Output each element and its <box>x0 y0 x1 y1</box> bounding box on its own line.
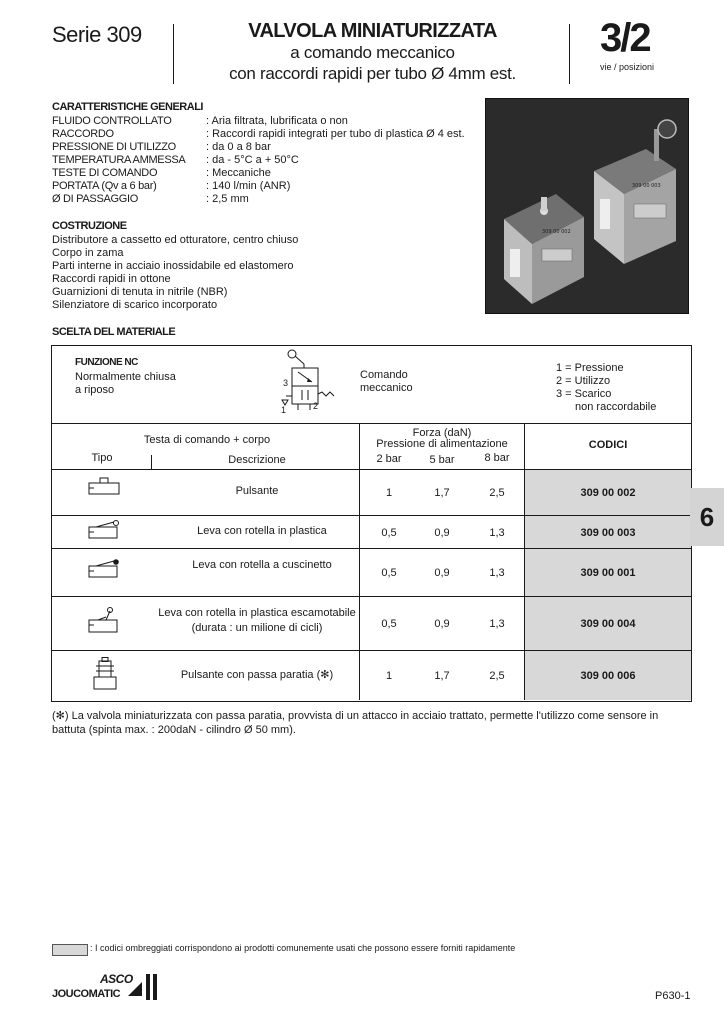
roller-lever-icon <box>88 520 122 545</box>
product-code: 309 00 004 <box>580 618 636 630</box>
header-tipo: Tipo <box>91 452 113 464</box>
title-main: VALVOLA MINIATURIZZATA <box>248 20 497 42</box>
header-8bar: 8 bar <box>484 452 510 464</box>
selection-heading: SCELTA DEL MATERIALE <box>52 326 176 338</box>
force-5bar: 0,9 <box>434 567 450 579</box>
header-divider-right <box>569 24 570 84</box>
construction-line: Distributore a cassetto ed otturatore, centro chiuso <box>52 234 299 246</box>
brand-asco: ASCO <box>100 972 133 986</box>
force-5bar: 0,9 <box>434 618 450 630</box>
force-8bar: 1,3 <box>489 527 505 539</box>
header-codes: CODICI <box>588 439 628 451</box>
function-desc: a riposo <box>75 384 115 396</box>
footnote-line: (✻) La valvola miniaturizzata con passa paratia, provvista di un attacco in acciaio trattato, permette l'utilizzo come sensore in <box>52 710 659 722</box>
command-label: Comando <box>360 369 408 381</box>
construction-line: Corpo in zama <box>52 247 124 259</box>
port-2-label: 2 <box>313 401 319 411</box>
force-5bar: 1,7 <box>434 670 450 682</box>
header-2bar: 2 bar <box>376 453 402 465</box>
page-number: P630-1 <box>655 990 691 1002</box>
ways-label: vie / posizioni <box>600 62 655 72</box>
spec-row: TESTE DI COMANDO : Meccaniche <box>52 167 271 179</box>
row-description: Leva con rotella in plastica escamotabile <box>158 607 356 619</box>
col-divider <box>359 423 360 700</box>
construction-line: Parti interne in acciaio inossidabile ed elastomero <box>52 260 294 272</box>
bearing-roller-lever-icon <box>88 559 122 584</box>
function-desc: Normalmente chiusa <box>75 371 176 383</box>
table-divider <box>52 423 691 424</box>
chapter-tab: 6 <box>690 488 724 546</box>
general-heading: CARATTERISTICHE GENERALI <box>52 101 203 113</box>
col-tick <box>151 455 152 469</box>
header-pressure: Pressione di alimentazione <box>376 438 508 450</box>
product-code: 309 00 006 <box>580 670 636 682</box>
one-way-roller-lever-icon <box>88 606 122 639</box>
force-8bar: 1,3 <box>489 618 505 630</box>
force-8bar: 2,5 <box>489 670 505 682</box>
row-description: Pulsante con passa paratia (✻) <box>180 669 334 681</box>
brand-logo-icon <box>126 972 158 1007</box>
spec-row: PRESSIONE DI UTILIZZO : da 0 a 8 bar <box>52 141 271 153</box>
force-2bar: 1 <box>385 670 393 682</box>
function-title: FUNZIONE NC <box>75 357 138 368</box>
force-2bar: 0,5 <box>381 567 397 579</box>
spec-row: TEMPERATURA AMMESSA : da - 5°C a + 50°C <box>52 154 299 166</box>
svg-text:309 00 003: 309 00 003 <box>632 183 661 189</box>
port-legend: non raccordabile <box>575 401 657 413</box>
series-label: Serie 309 <box>52 22 142 47</box>
construction-heading: COSTRUZIONE <box>52 220 127 232</box>
port-3-label: 3 <box>283 378 289 388</box>
shade-legend-text: : I codici ombreggiati corrispondono ai prodotti comunemente usati che possono essere forniti rapidamente <box>90 943 516 953</box>
force-2bar: 0,5 <box>381 527 397 539</box>
force-8bar: 1,3 <box>489 567 505 579</box>
force-8bar: 2,5 <box>489 487 505 499</box>
force-5bar: 0,9 <box>434 527 450 539</box>
header-5bar: 5 bar <box>429 454 455 466</box>
spec-row: FLUIDO CONTROLLATO : Aria filtrata, lubrificata o non <box>52 115 348 127</box>
port-legend: 3 = Scarico <box>556 388 612 400</box>
spec-row: PORTATA (Qv a 6 bar) : 140 l/min (ANR) <box>52 180 291 192</box>
row-description: Leva con rotella in plastica <box>197 525 327 537</box>
product-code: 309 00 001 <box>580 567 636 579</box>
footnote-line: battuta (spinta max. : 200daN - cilindro Ø 50 mm). <box>52 724 296 736</box>
spec-row: Ø DI PASSAGGIO : 2,5 mm <box>52 193 249 205</box>
force-5bar: 1,7 <box>434 487 450 499</box>
title-sub1: a comando meccanico <box>290 43 455 62</box>
brand-joucomatic: JOUCOMATIC <box>52 988 121 1000</box>
footnote <box>52 709 692 737</box>
product-code: 309 00 002 <box>580 487 636 499</box>
port-legend: 1 = Pressione <box>556 362 624 374</box>
title-sub2: con raccordi rapidi per tubo Ø 4mm est. <box>229 64 516 83</box>
port-legend: 2 = Utilizzo <box>556 375 611 387</box>
svg-text:309 00 002: 309 00 002 <box>542 229 571 235</box>
row-description: Leva con rotella a cuscinetto <box>192 559 332 571</box>
product-photo <box>485 98 689 314</box>
row-description: Pulsante <box>235 485 279 497</box>
panel-push-button-icon <box>92 657 118 696</box>
construction-line: Guarnizioni di tenuta in nitrile (NBR) <box>52 286 228 298</box>
port-1-label: 1 <box>281 405 287 415</box>
header-divider-left <box>173 24 174 84</box>
header-description: Descrizione <box>228 454 286 466</box>
construction-line: Raccordi rapidi in ottone <box>52 273 171 285</box>
construction-line: Silenziatore di scarico incorporato <box>52 299 218 311</box>
ways-badge: 3/2 <box>600 16 650 60</box>
force-2bar: 1 <box>385 487 393 499</box>
spec-row: RACCORDO : Raccordi rapidi integrati per tubo di plastica Ø 4 est. <box>52 128 465 140</box>
product-code: 309 00 003 <box>580 527 636 539</box>
push-button-icon <box>88 477 120 500</box>
header-command-body: Testa di comando + corpo <box>143 434 271 446</box>
header-force: Forza (daN) <box>412 427 472 439</box>
row-description-note: (durata : un milione di cicli) <box>191 622 323 634</box>
page-title <box>195 20 550 84</box>
shade-legend-swatch <box>52 944 88 956</box>
command-label: meccanico <box>360 382 413 394</box>
selection-table <box>51 345 692 702</box>
force-2bar: 0,5 <box>381 618 397 630</box>
